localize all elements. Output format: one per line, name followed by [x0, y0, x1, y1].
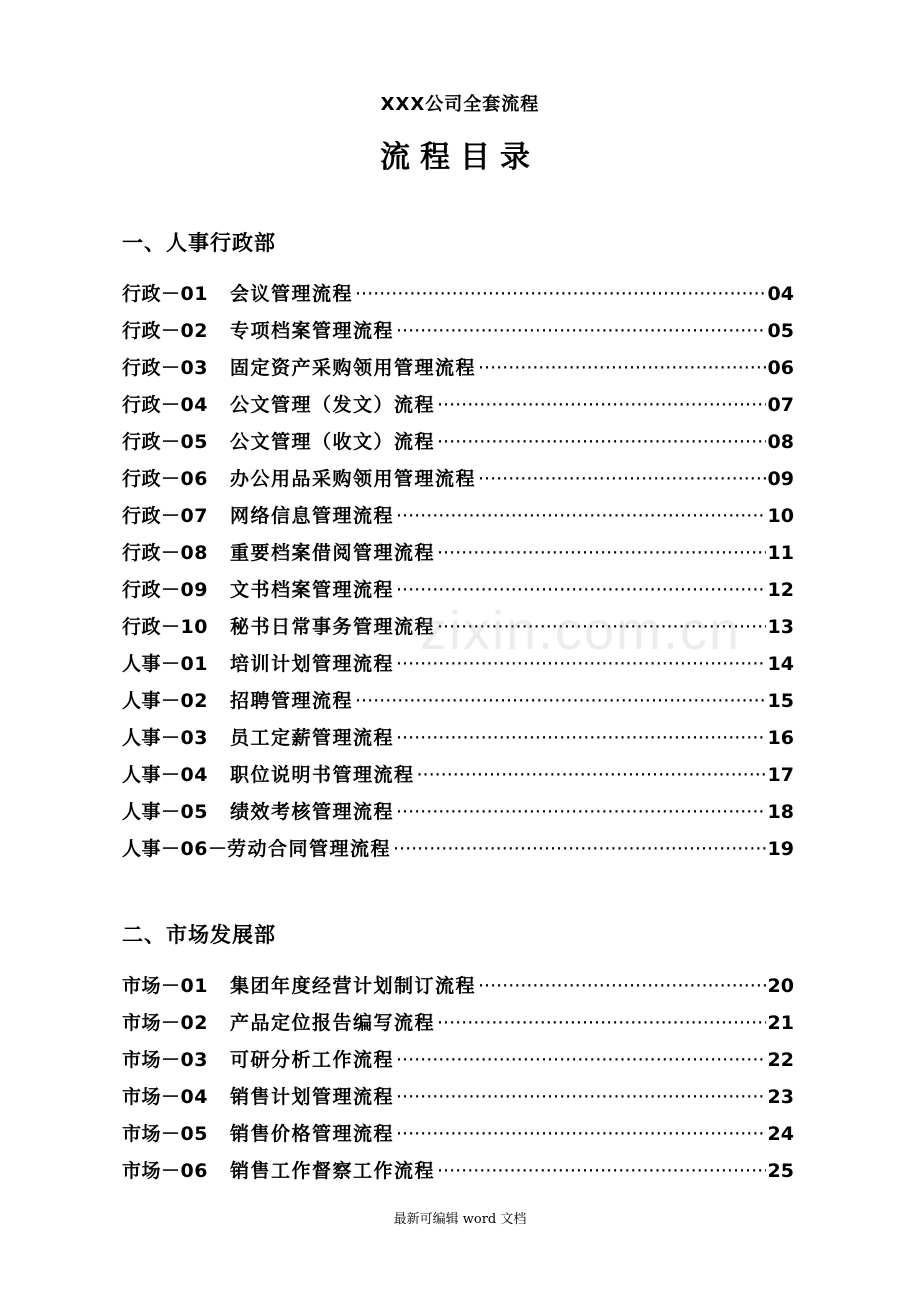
toc-entry-code: 人事－03: [122, 727, 208, 749]
toc-entry-page-number: 18: [767, 801, 794, 823]
toc-entry-code: 市场－04: [122, 1086, 208, 1108]
toc-leader-dots: [478, 350, 766, 387]
toc-entry-title: 秘书日常事务管理流程: [230, 616, 436, 638]
toc-entry[interactable]: [122, 1005, 794, 1042]
toc-entry-title: 文书档案管理流程: [230, 579, 395, 601]
toc-entry-title: 培训计划管理流程: [230, 653, 395, 675]
section-market-development: [122, 920, 794, 1190]
toc-entry[interactable]: [122, 683, 794, 720]
toc-entry-code: 市场－03: [122, 1049, 208, 1071]
toc-leader-dots: [396, 498, 766, 535]
toc-entry-code: 人事－05: [122, 801, 208, 823]
watermark: zixin.com.cn: [420, 601, 742, 661]
toc-entry-code: 人事－06: [122, 838, 208, 860]
toc-leader-dots: [417, 757, 766, 794]
toc-entry-title: 固定资产采购领用管理流程: [230, 357, 477, 379]
toc-heading: 流程目录: [380, 140, 540, 175]
toc-entry-title: 绩效考核管理流程: [230, 801, 395, 823]
toc-leader-dots: [355, 683, 766, 720]
toc-entry-page-number: 12: [767, 579, 794, 601]
toc-entry-page-number: 13: [767, 616, 794, 638]
toc-entry-page-number: 15: [767, 690, 794, 712]
toc-entry-code: 行政－10: [122, 616, 208, 638]
toc-entry-page-number: 16: [767, 727, 794, 749]
toc-entry[interactable]: [122, 276, 794, 313]
toc-entry-code: 市场－06: [122, 1160, 208, 1182]
toc-entry-page-number: 17: [767, 764, 794, 786]
toc-entry-title: 专项档案管理流程: [230, 320, 395, 342]
toc-leader-dots: [437, 1005, 766, 1042]
toc-entry-page-number: 07: [767, 394, 794, 416]
toc-leader-dots: [396, 313, 766, 350]
toc-entry[interactable]: [122, 968, 794, 1005]
document-title: XXX公司全套流程: [380, 94, 540, 115]
toc-entry-code: 行政－03: [122, 357, 208, 379]
toc-entry-page-number: 06: [767, 357, 794, 379]
section-hr-admin: [122, 228, 794, 868]
toc-entry-title: 网络信息管理流程: [230, 505, 395, 527]
toc-entry-page-number: 24: [767, 1123, 794, 1145]
toc-leader-dots: [396, 1042, 766, 1079]
toc-entry[interactable]: [122, 831, 794, 868]
toc-leader-dots: [393, 831, 766, 868]
toc-entry-page-number: 21: [767, 1012, 794, 1034]
toc-entry-separator: －: [207, 838, 227, 860]
toc-entry-title: 办公用品采购领用管理流程: [230, 468, 477, 490]
toc-leader-dots: [437, 424, 766, 461]
toc-entry-page-number: 05: [767, 320, 794, 342]
toc-entry-page-number: 20: [767, 975, 794, 997]
toc-entry-code: 行政－07: [122, 505, 208, 527]
toc-entry[interactable]: [122, 1153, 794, 1190]
toc-leader-dots: [396, 1116, 766, 1153]
toc-entry-code: 行政－08: [122, 542, 208, 564]
toc-entry-title: 可研分析工作流程: [230, 1049, 395, 1071]
toc-entry-code: 行政－05: [122, 431, 208, 453]
toc-entry-title: 销售工作督察工作流程: [230, 1160, 436, 1182]
section-title: 一、人事行政部: [122, 231, 276, 255]
toc-entry-code: 人事－02: [122, 690, 208, 712]
toc-entry-page-number: 11: [767, 542, 794, 564]
toc-entry-page-number: 23: [767, 1086, 794, 1108]
toc-entry-title: 公文管理（收文）流程: [230, 431, 436, 453]
section-title: 二、市场发展部: [122, 923, 276, 947]
toc-leader-dots: [437, 387, 766, 424]
toc-entry-code: 市场－05: [122, 1123, 208, 1145]
toc-entry-title: 招聘管理流程: [230, 690, 354, 712]
toc-entry-code: 人事－04: [122, 764, 208, 786]
toc-entry[interactable]: [122, 313, 794, 350]
toc-leader-dots: [355, 276, 766, 313]
toc-entry[interactable]: [122, 1042, 794, 1079]
toc-entry[interactable]: [122, 646, 794, 683]
toc-entry[interactable]: [122, 757, 794, 794]
toc-leader-dots: [437, 535, 766, 572]
toc-leader-dots: [396, 572, 766, 609]
toc-entry-page-number: 04: [767, 283, 794, 305]
toc-entry-title: 产品定位报告编写流程: [230, 1012, 436, 1034]
toc-entry-page-number: 08: [767, 431, 794, 453]
toc-entry[interactable]: [122, 498, 794, 535]
toc-entry[interactable]: [122, 609, 794, 646]
toc-leader-dots: [396, 646, 766, 683]
toc-entry[interactable]: [122, 535, 794, 572]
toc-leader-dots: [478, 968, 766, 1005]
toc-entry[interactable]: [122, 720, 794, 757]
toc-entry[interactable]: [122, 1079, 794, 1116]
toc-entry-page-number: 14: [767, 653, 794, 675]
toc-entry[interactable]: [122, 424, 794, 461]
toc-entry-title: 重要档案借阅管理流程: [230, 542, 436, 564]
toc-entry-title: 公文管理（发文）流程: [230, 394, 436, 416]
toc-entry[interactable]: [122, 350, 794, 387]
toc-entry-page-number: 19: [767, 838, 794, 860]
toc-entry-title: 集团年度经营计划制订流程: [230, 975, 477, 997]
toc-leader-dots: [437, 609, 766, 646]
toc-leader-dots: [396, 1079, 766, 1116]
toc-entry-title: 会议管理流程: [230, 283, 354, 305]
toc-entry-title: 销售价格管理流程: [230, 1123, 395, 1145]
toc-entry[interactable]: [122, 461, 794, 498]
toc-leader-dots: [437, 1153, 766, 1190]
toc-entry-title: 劳动合同管理流程: [226, 838, 391, 860]
toc-entry-page-number: 25: [767, 1160, 794, 1182]
toc-leader-dots: [396, 720, 766, 757]
toc-entry-code: 行政－02: [122, 320, 208, 342]
toc-entry[interactable]: [122, 1116, 794, 1153]
toc-entry-code: 市场－01: [122, 975, 208, 997]
toc-entry-code: 市场－02: [122, 1012, 208, 1034]
toc-entry-page-number: 10: [767, 505, 794, 527]
page-footer: 最新可编辑 word 文档: [393, 1212, 527, 1227]
toc-entry-page-number: 09: [767, 468, 794, 490]
toc-entry[interactable]: [122, 794, 794, 831]
toc-entry-title: 销售计划管理流程: [230, 1086, 395, 1108]
toc-entry-code: 行政－01: [122, 283, 208, 305]
toc-entry-code: 人事－01: [122, 653, 208, 675]
toc-entry-code: 行政－09: [122, 579, 208, 601]
toc-entry-code: 行政－04: [122, 394, 208, 416]
toc-entry-code: 行政－06: [122, 468, 208, 490]
toc-leader-dots: [478, 461, 766, 498]
toc-entry[interactable]: [122, 572, 794, 609]
toc-entry-page-number: 22: [767, 1049, 794, 1071]
toc-entry[interactable]: [122, 387, 794, 424]
toc-entry-title: 员工定薪管理流程: [230, 727, 395, 749]
toc-leader-dots: [396, 794, 766, 831]
toc-entry-title: 职位说明书管理流程: [230, 764, 415, 786]
